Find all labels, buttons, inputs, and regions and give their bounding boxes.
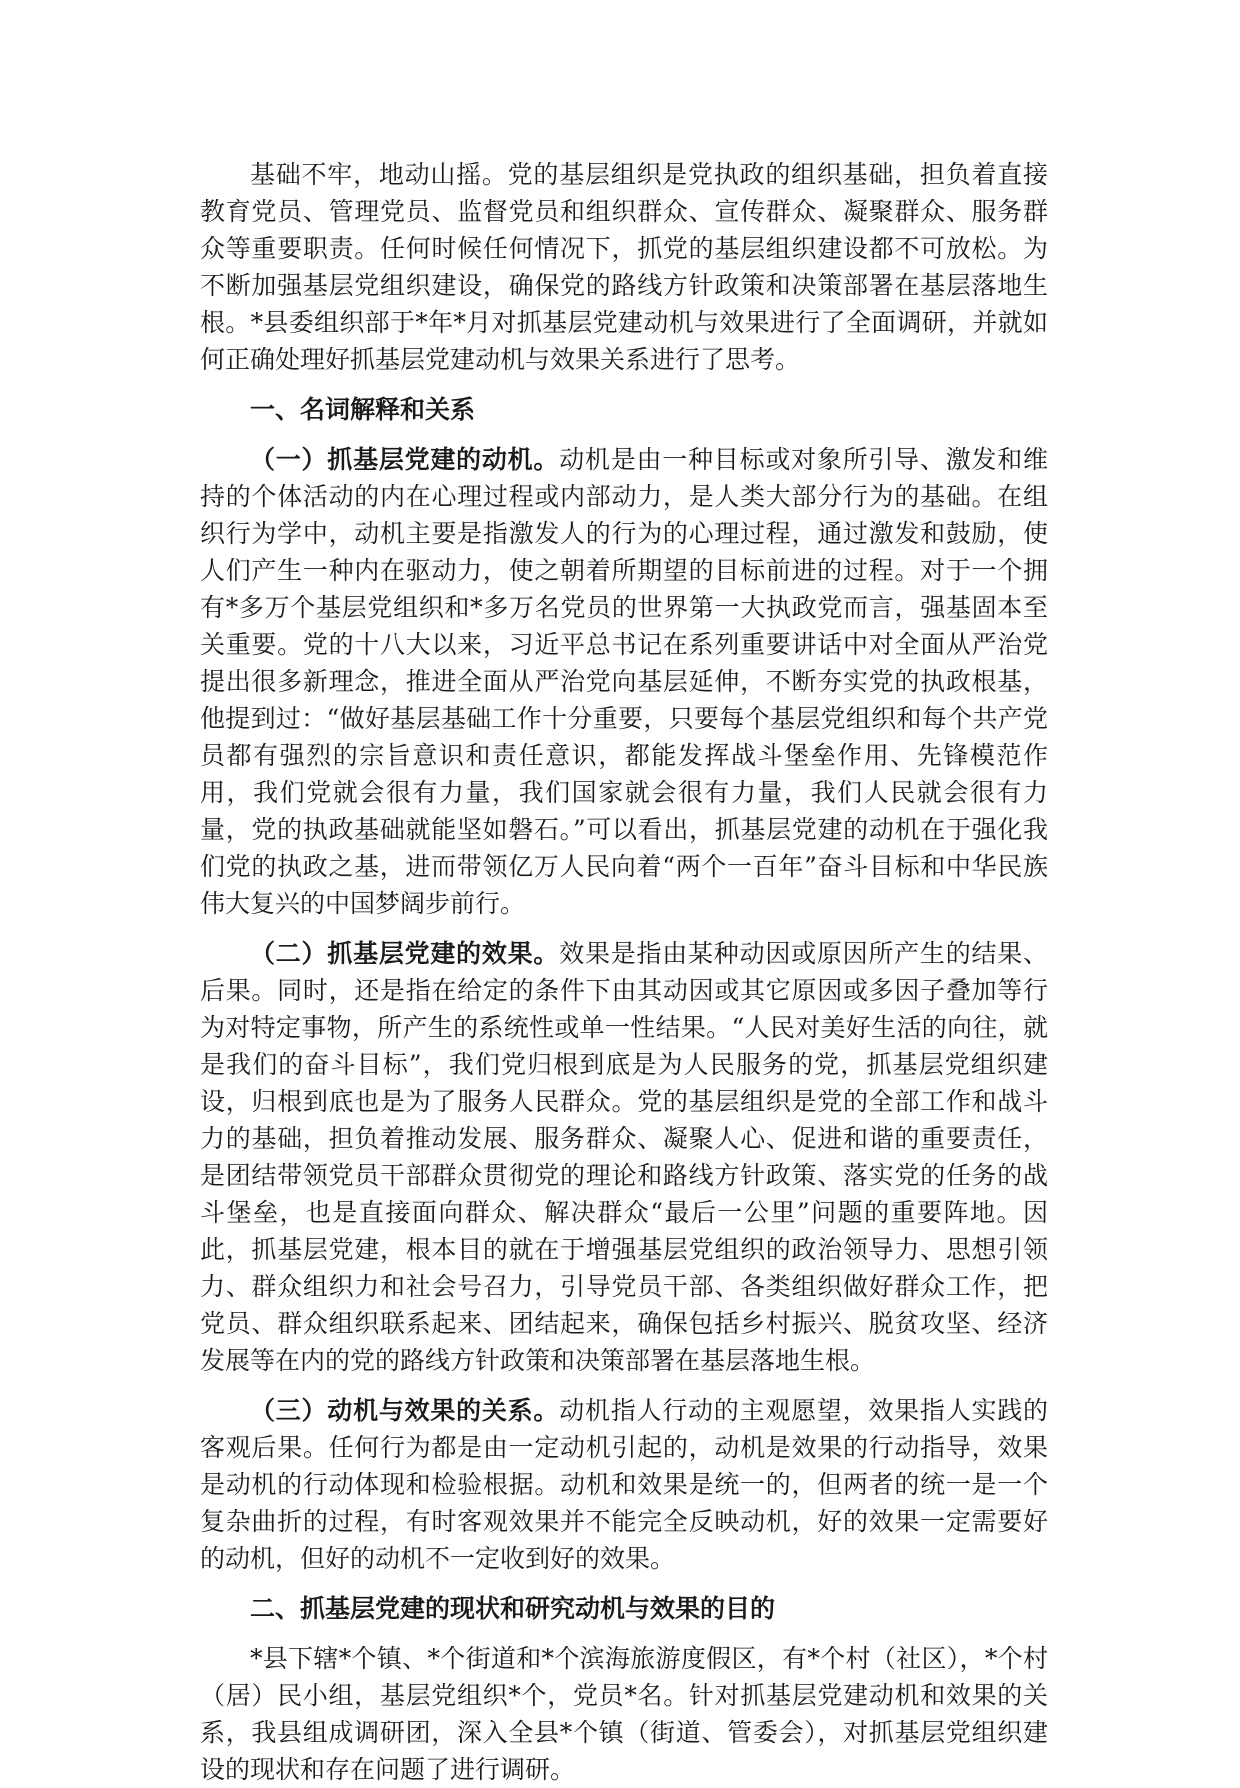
item-paragraph-1 xyxy=(200,441,1048,922)
section-heading-1: 一、名词解释和关系 xyxy=(250,395,476,424)
document-page xyxy=(200,156,1048,1788)
section2-paragraph: *县下辖*个镇、*个街道和*个滨海旅游度假区，有*个村（社区），*个村（居）民小组，基层党组织*个，党员*名。针对抓基层党建动机和效果的关系，我县组成调研团，深入全县*个镇（街道、管委会），对抓基层党组织建设的现状和存在问题了进行调研。 xyxy=(200,1644,1048,1784)
item-paragraph-3 xyxy=(200,1392,1048,1577)
section-heading-2: 二、抓基层党建的现状和研究动机与效果的目的 xyxy=(250,1594,776,1623)
intro-paragraph: 基础不牢，地动山摇。党的基层组织是党执政的组织基础，担负着直接教育党员、管理党员、监督党员和组织群众、宣传群众、凝聚群众、服务群众等重要职责。任何时候任何情况下，抓党的基层组织建设都不可放松。为不断加强基层党组织建设，确保党的路线方针政策和决策部署在基层落地生根。*县委组织部于*年*月对抓基层党建动机与效果进行了全面调研，并就如何正确处理好抓基层党建动机与效果关系进行了思考。 xyxy=(200,160,1048,374)
item-lead-1: （一）抓基层党建的动机。 xyxy=(250,445,560,474)
item-text-3: 动机指人行动的主观愿望，效果指人实践的客观后果。任何行为都是由一定动机引起的，动机是效果的行动指导，效果是动机的行动体现和检验根据。动机和效果是统一的，但两者的统一是一个复杂曲折的过程，有时客观效果并不能完全反映动机，好的效果一定需要好的动机，但好的动机不一定收到好的效果。 xyxy=(200,1396,1048,1573)
item-lead-2: （二）抓基层党建的效果。 xyxy=(250,939,560,968)
item-lead-3: （三）动机与效果的关系。 xyxy=(250,1396,560,1425)
item-paragraph-2 xyxy=(200,935,1048,1379)
item-text-2: 效果是指由某种动因或原因所产生的结果、后果。同时，还是指在给定的条件下由其动因或其它原因或多因子叠加等行为对特定事物，所产生的系统性或单一性结果。“人民对美好生活的向往，就是我们的奋斗目标”，我们党归根到底是为人民服务的党，抓基层党组织建设，归根到底也是为了服务人民群众。党的基层组织是党的全部工作和战斗力的基础，担负着推动发展、服务群众、凝聚人心、促进和谐的重要责任，是团结带领党员干部群众贯彻党的理论和路线方针政策、落实党的任务的战斗堡垒，也是直接面向群众、解决群众“最后一公里”问题的重要阵地。因此，抓基层党建，根本目的就在于增强基层党组织的政治领导力、思想引领力、群众组织力和社会号召力，引导党员干部、各类组织做好群众工作，把党员、群众组织联系起来、团结起来，确保包括乡村振兴、脱贫攻坚、经济发展等在内的党的路线方针政策和决策部署在基层落地生根。 xyxy=(200,939,1048,1375)
item-text-1: 动机是由一种目标或对象所引导、激发和维持的个体活动的内在心理过程或内部动力，是人类大部分行为的基础。在组织行为学中，动机主要是指激发人的行为的心理过程，通过激发和鼓励，使人们产生一种内在驱动力，使之朝着所期望的目标前进的过程。对于一个拥有*多万个基层党组织和*多万名党员的世界第一大执政党而言，强基固本至关重要。党的十八大以来，习近平总书记在系列重要讲话中对全面从严治党提出很多新理念，推进全面从严治党向基层延伸，不断夯实党的执政根基，他提到过：“做好基层基础工作十分重要，只要每个基层党组织和每个共产党员都有强烈的宗旨意识和责任意识，都能发挥战斗堡垒作用、先锋模范作用，我们党就会很有力量，我们国家就会很有力量，我们人民就会很有力量，党的执政基础就能坚如磐石。”可以看出，抓基层党建的动机在于强化我们党的执政之基，进而带领亿万人民向着“两个一百年”奋斗目标和中华民族伟大复兴的中国梦阔步前行。 xyxy=(200,445,1048,918)
